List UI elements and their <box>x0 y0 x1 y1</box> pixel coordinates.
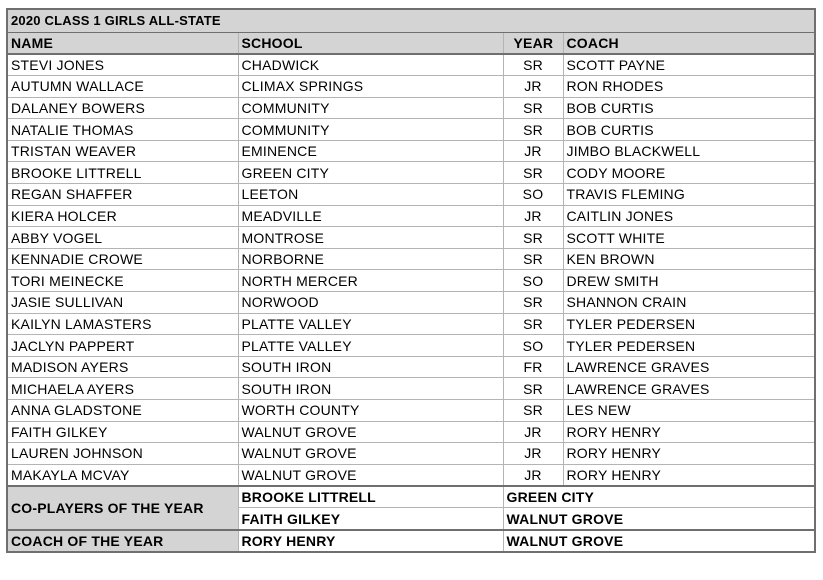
coach-name: LAWRENCE GRAVES <box>563 378 815 400</box>
school-name: SOUTH IRON <box>238 356 503 378</box>
coach-name: DREW SMITH <box>563 270 815 292</box>
school-name: PLATTE VALLEY <box>238 335 503 357</box>
school-name: COMMUNITY <box>238 97 503 119</box>
year-value: SR <box>503 400 563 422</box>
year-value: JR <box>503 421 563 443</box>
coach-name: TYLER PEDERSEN <box>563 335 815 357</box>
table-row <box>7 378 815 400</box>
coach-name: LES NEW <box>563 400 815 422</box>
coach-name: JIMBO BLACKWELL <box>563 140 815 162</box>
coach-name: SCOTT WHITE <box>563 227 815 249</box>
coach-name: CODY MOORE <box>563 162 815 184</box>
player-name: BROOKE LITTRELL <box>7 162 238 184</box>
school-name: WALNUT GROVE <box>238 443 503 465</box>
table-row <box>7 356 815 378</box>
table-row <box>7 335 815 357</box>
year-value: SR <box>503 119 563 141</box>
year-value: JR <box>503 443 563 465</box>
player-name: STEVI JONES <box>7 54 238 76</box>
coach-name: CAITLIN JONES <box>563 205 815 227</box>
school-name: PLATTE VALLEY <box>238 313 503 335</box>
coach-name: SHANNON CRAIN <box>563 292 815 314</box>
table-row <box>7 443 815 465</box>
player-name: TRISTAN WEAVER <box>7 140 238 162</box>
table-row <box>7 227 815 249</box>
year-value: SR <box>503 97 563 119</box>
school-name: WORTH COUNTY <box>238 400 503 422</box>
player-name: MAKAYLA MCVAY <box>7 464 238 486</box>
player-name: MICHAELA AYERS <box>7 378 238 400</box>
year-value: SO <box>503 335 563 357</box>
table-row <box>7 313 815 335</box>
player-name: KAILYN LAMASTERS <box>7 313 238 335</box>
year-value: SR <box>503 54 563 76</box>
school-name: NORWOOD <box>238 292 503 314</box>
table-row <box>7 76 815 98</box>
school-name: MONTROSE <box>238 227 503 249</box>
table-row <box>7 421 815 443</box>
table-row <box>7 205 815 227</box>
year-value: FR <box>503 356 563 378</box>
table-title: 2020 CLASS 1 GIRLS ALL-STATE <box>7 9 815 32</box>
year-value: SR <box>503 313 563 335</box>
year-value: JR <box>503 140 563 162</box>
table-row <box>7 400 815 422</box>
co-player-school: GREEN CITY <box>503 486 815 508</box>
school-name: MEADVILLE <box>238 205 503 227</box>
player-name: NATALIE THOMAS <box>7 119 238 141</box>
school-name: LEETON <box>238 184 503 206</box>
coach-name: BOB CURTIS <box>563 119 815 141</box>
year-value: SR <box>503 227 563 249</box>
column-header-year: YEAR <box>503 32 563 54</box>
coach-name: TYLER PEDERSEN <box>563 313 815 335</box>
school-name: WALNUT GROVE <box>238 464 503 486</box>
school-name: NORTH MERCER <box>238 270 503 292</box>
player-name: ANNA GLADSTONE <box>7 400 238 422</box>
year-value: JR <box>503 464 563 486</box>
coach-name: RORY HENRY <box>563 464 815 486</box>
table-row <box>7 162 815 184</box>
table-row <box>7 119 815 141</box>
table-row <box>7 270 815 292</box>
player-name: DALANEY BOWERS <box>7 97 238 119</box>
year-value: JR <box>503 205 563 227</box>
coach-name: KEN BROWN <box>563 248 815 270</box>
player-name: REGAN SHAFFER <box>7 184 238 206</box>
school-name: CHADWICK <box>238 54 503 76</box>
coach-name: TRAVIS FLEMING <box>563 184 815 206</box>
year-value: SO <box>503 270 563 292</box>
coach-of-year-row <box>7 530 815 552</box>
player-name: KENNADIE CROWE <box>7 248 238 270</box>
column-header-school: SCHOOL <box>238 32 503 54</box>
table-row <box>7 97 815 119</box>
coach-of-year-school: WALNUT GROVE <box>503 530 815 552</box>
player-name: JACLYN PAPPERT <box>7 335 238 357</box>
player-name: KIERA HOLCER <box>7 205 238 227</box>
year-value: SR <box>503 378 563 400</box>
year-value: JR <box>503 76 563 98</box>
table-row <box>7 292 815 314</box>
table-row <box>7 248 815 270</box>
player-name: TORI MEINECKE <box>7 270 238 292</box>
table-row <box>7 54 815 76</box>
player-name: MADISON AYERS <box>7 356 238 378</box>
table-row <box>7 140 815 162</box>
header-row <box>7 32 815 54</box>
school-name: CLIMAX SPRINGS <box>238 76 503 98</box>
player-name: FAITH GILKEY <box>7 421 238 443</box>
coach-of-year-label: COACH OF THE YEAR <box>7 530 238 552</box>
co-player-name: BROOKE LITTRELL <box>238 486 503 508</box>
school-name: GREEN CITY <box>238 162 503 184</box>
coach-name: RON RHODES <box>563 76 815 98</box>
year-value: SO <box>503 184 563 206</box>
player-name: AUTUMN WALLACE <box>7 76 238 98</box>
co-players-label: CO-PLAYERS OF THE YEAR <box>7 486 238 530</box>
all-state-table <box>6 8 816 553</box>
coach-name: BOB CURTIS <box>563 97 815 119</box>
year-value: SR <box>503 248 563 270</box>
school-name: EMINENCE <box>238 140 503 162</box>
coach-name: RORY HENRY <box>563 443 815 465</box>
year-value: SR <box>503 292 563 314</box>
title-row <box>7 9 815 32</box>
year-value: SR <box>503 162 563 184</box>
coach-name: SCOTT PAYNE <box>563 54 815 76</box>
table-row <box>7 184 815 206</box>
school-name: COMMUNITY <box>238 119 503 141</box>
school-name: WALNUT GROVE <box>238 421 503 443</box>
co-players-row <box>7 486 815 508</box>
school-name: NORBORNE <box>238 248 503 270</box>
coach-name: LAWRENCE GRAVES <box>563 356 815 378</box>
co-player-name: FAITH GILKEY <box>238 508 503 530</box>
co-player-school: WALNUT GROVE <box>503 508 815 530</box>
school-name: SOUTH IRON <box>238 378 503 400</box>
coach-of-year-name: RORY HENRY <box>238 530 503 552</box>
coach-name: RORY HENRY <box>563 421 815 443</box>
column-header-name: NAME <box>7 32 238 54</box>
player-name: LAUREN JOHNSON <box>7 443 238 465</box>
column-header-coach: COACH <box>563 32 815 54</box>
table-row <box>7 464 815 486</box>
player-name: ABBY VOGEL <box>7 227 238 249</box>
player-name: JASIE SULLIVAN <box>7 292 238 314</box>
